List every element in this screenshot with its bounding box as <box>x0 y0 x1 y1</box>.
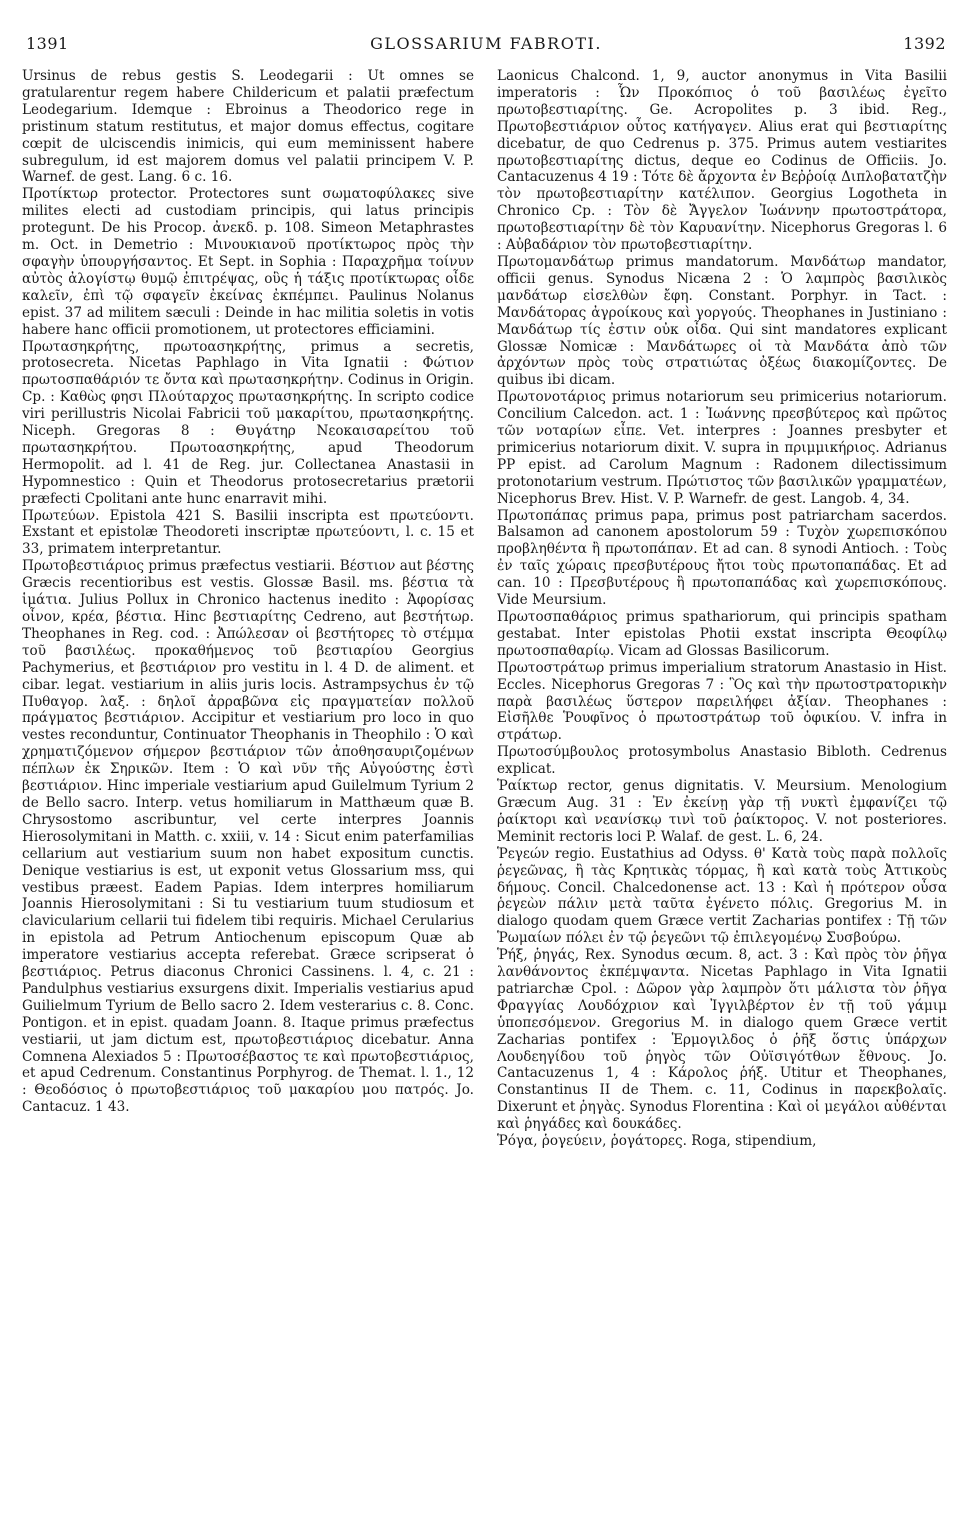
left-column <box>22 68 474 1528</box>
entry-paragraph: Laonicus Chalcond. 1, 9, auctor anonymus in Vita Basilii imperatoris : Ὧν Προκόπιος ὁ τοῦ βασιλέως ἐγεῖτο πρωτοβεστιαρίτης. Ge. Acropolites p. 3 ibid. Reg., Πρωτοβεστιάριον οὗτος κατήγαγεν. Alius erat qui βεστιαρίτης dicebatur, de quo Cedrenus p. 375. Primus autem vestiarites πρωτοβεστιαρίτης dictus, deque eo Codinus de Officiis. Jo. Cantacuzenus 4 19 : Τότε δὲ ἄρχοντα ἐν Βεῤῥοίᾳ Διπλοβατατζὴν τὸν πρωτοβεστιαρίτην κατέλιπον. Georgius Logotheta in Chronico Cp. : Τὸν δὲ Ἄγγελον Ἰωάννην πρωτοστράτορα, πρωτοβεστιαρίτην δὲ τὸν Καρυανίτην. Nicephorus Gregoras l. 6 : Αὐβαδάριον τὸν πρωτοβεστιαρίτην. <box>497 68 947 254</box>
running-title: GLOSSARIUM FABROTI. <box>370 34 602 53</box>
entry-paragraph: Πρωτοπάπας primus papa, primus post patriarcham sacerdos. Balsamon ad canonem apostolorum 59 : Τυχὸν χωρεπισκόπου προβληθέντα ἢ πρωτοπάπαν. Et ad can. 8 synodi Antioch. : Τοὺς ἐν ταῖς χώραις πρεσβυτέρους ἤτοι τοὺς πρωτοπαπάδας. Et ad can. 10 : Πρεσβυτέρους ἢ πρωτοπαπάδας καὶ χωρεπισκόπους. Vide Meursium. <box>497 507 947 609</box>
entry-paragraph: Ῥήξ, ῥηγάς, Rex. Synodus œcum. 8, act. 3 : Καὶ πρὸς τὸν ῥῆγα λανθάνοντος ἐκπέμψαντα. Nicetas Paphlago in Vita Ignatii patriarchæ Cpol. : Δῶρον γὰρ λαμπρὸν ὅτι μάλιστα τὸν ῥῆγα Φραγγίας Λουδόχριον καὶ Ἰγγιλβέρτον ἐν τῇ τοῦ γάμιμ ὑποπεσόμενον. Gregorius M. in dialogo quem Græce vertit Zacharias pontifex : Ἑρμογιλδος ὁ ῥῆξ ὅστις ὑπάρχων Λουδεηγίδου τοῦ ῥηγὸς τῶν Οὐϊσιγότθων ἔθνους. Jo. Cantacuzenus 1, 4 : Κάρολος ῥήξ. Utitur et Theophanes, Constantinus II de Them. c. 11, Codinus in παρεκβολαῖς. Dixerunt et ῥηγὰς. Synodus Florentina : Καὶ οἱ μεγάλοι αὐθένται καὶ ῥηγάδες καὶ δουκάδες. <box>497 947 947 1133</box>
entry-paragraph: Ῥαίκτωρ rector, genus dignitatis. V. Meursium. Menologium Græcum Aug. 31 : Ἐν ἐκείνῃ γὰρ τῇ νυκτὶ ἐμφανίζει τῷ ῥαίκτορι καὶ νεανίσκῳ τινὶ τοῦ ῥαίκτορος. V. not posteriores. Meminit rectoris loci P. Walaf. de gest. L. 6, 24. <box>497 778 947 845</box>
entry-paragraph: Ῥόγα, ῥογεύειν, ῥογάτορες. Roga, stipendium, <box>497 1133 817 1150</box>
page-header <box>26 34 946 56</box>
entry-paragraph: Πρωτομανδάτωρ primus mandatorum. Μανδάτωρ mandator, officii genus. Synodus Nicæna 2 : Ὁ λαμπρὸς βασιλικὸς μανδάτωρ εἰσελθὼν ἔφη. Constant. Porphyr. in Tact. : Μανδάτορας ἀγροίκους καὶ γοργούς. Theophanes in Justiniano : Μανδάτωρ τίς ἐστιν οὐκ οἶδα. Qui sint mandatores explicant Glossæ Nomicæ : Μανδάτωρες οἱ τὰ Μανδάτα ἀπὸ τῶν ἀρχόντων πρὸς τοὺς στρατιώτας ὀξέως διακομίζοντες. De quibus ibi dicam. <box>497 253 947 389</box>
entry-paragraph: Πρωτοσύμβουλος protosymbolus Anastasio Bibloth. Cedrenus explicat. <box>497 744 947 778</box>
entry-paragraph: Πρωτασηκρήτης, πρωτοασηκρήτης, primus a secretis, protosecreta. Nicetas Paphlago in Vita Ignatii : Φώτιον πρωτοσπαθάριόν τε ὄντα καὶ πρωτασηκρήτην. Codinus in Origin. Cp. : Καθὼς φησι Πλούταρχος πρωτασηκρήτης. In scripto codice viri perillustris Nicolai Fabricii τοῦ μακαρίτου, πρωτασηκρήτης. Niceph. Gregoras 8 : Θυγάτηρ Νεοκαισαρείτου τοῦ πρωτασηκρήτου. Πρωτοασηκρήτης, apud Theodorum Hermopolit. ad l. 41 de Reg. jur. Collectanea Anastasii in Hypomnestico : Quin et Theodorus protosecretarius prætorii præfecti Cpolitani ante hunc enarravit mihi. <box>22 338 474 507</box>
entry-paragraph: Πρωτεύων. Epistola 421 S. Basilii inscripta est πρωτεύοντι. Exstant et epistolæ Theodoreti inscriptæ πρωτεύοντι, l. c. 15 et 33, primatem interpretantur. <box>22 507 474 558</box>
entry-paragraph: Πρωτονοτάριος primus notariorum seu primicerius notariorum. Concilium Calcedon. act. 1 : Ἰωάννης πρεσβύτερος καὶ πρῶτος τῶν νοταρίων εἶπε. Vet. interpres : Joannes presbyter et primicerius notariorum dixit. V. supra in πριμμικήριος. Adrianus PP epist. ad Carolum Magnum : Radonem dilectissimum protonotarium vestrum. Πρώτιστος τῶν βασιλικῶν γραμματέων, Nicephorus Brev. Hist. V. P. Warnefr. de gest. Langob. 4, 34. <box>497 389 947 507</box>
entry-paragraph: Ursinus de rebus gestis S. Leodegarii : Ut omnes se gratularentur regem habere Childericum et palatii præfectum Leodegarium. Idemque : Ebroinus a Theodorico rege in pristinum statum restitutus, et major domus effectus, cogitare cœpit de ulciscendis inimicis, qui eum meminissent habere subregulum, id est majorem domus vel palatii principem V. P. Warnef. de gest. Lang. 6 c. 16. <box>22 68 474 186</box>
right-column <box>497 68 947 1528</box>
entry-paragraph: Πρωτοστράτωρ primus imperialium stratorum Anastasio in Hist. Eccles. Nicephorus Gregoras 7 : Ὃς καὶ τὴν πρωτοστρατορικὴν παρὰ βασιλέως ὕστερον παρειλήφει ἀξίαν. Theophanes : Εἰσῆλθε Ῥουφῖνος ὁ πρωτοστράτωρ τοῦ ὀφικίου. V. infra in στράτωρ. <box>497 659 947 744</box>
entry-paragraph: Πρωτοβεστιάριος primus præfectus vestiarii. Βέστιον aut βέστης Græcis recentioribus est vestis. Glossæ Basil. ms. βέστια τὰ ἱμάτια. Julius Pollux in Chronico hactenus inedito : Ἀφορίσας οἶνον, κρέα, βέστια. Hinc βεστιαρίτης Cedreno, aut βεστήτωρ. Theophanes in Reg. cod. : Ἀπώλεσαν οἱ βεστήτορες τὸ στέμμα τοῦ βασιλέως. προκαθήμενος τοῦ βεστιαρίου Georgius Pachymerius, et βεστιάριον pro vestitu in l. 4 D. de aliment. et cibar. legat. vestiarium in aliis juris locis. Astrampsychus ἐν τῷ Πυθαγορ. λαξ. : δηλοῖ ἀρραβῶνα εἰς πραγματείαν πολλοῦ πράγματος βεστιάριον. Accipitur et vestiarium pro loco in quo vestes reconduntur, Continuator Theophanis in Theophilo : Ὁ καὶ χρηματιζόμενον σήμερον βεστιάριον τῶν ἀποθησαυριζομένων πέπλων ἐκ Σηρικῶν. Item : Ὁ καὶ νῦν τῆς Αὐγούστης ἐστὶ βεστιάριον. Hinc imperiale vestiarium apud Guilelmum Tyrium 2 de Bello sacro. Interp. vetus homiliarum in Matthæum quæ B. Chrysostomo ascribuntur, vel certe interpres Joannis Hierosolymitani in Matth. c. xxiii, v. 14 : Sicut enim paterfamilias cellarium aut vestiarium suum non habet expositum cunctis. Denique vestiarius is est, ut exponit vetus Glossarium mss, qui vestibus præest. Eadem Papias. Idem interpres homiliarum Joannis Hierosolymitani : Si tu vestiarium tuum studiosum et clavicularium cellarii tui fidelem tibi requiris. Michael Cerularius in epistola ad Petrum Antiochenum episcopum Quæ ab imperatore vestiarius accepta referebat. Græce scripserat ὁ βεστιάριος. Petrus diaconus Chronici Cassinens. l. 4, c. 21 : Pandulphus vestiarius exsurgens dixit. Imperialis vestiarius apud Guilielmum Tyrium de Bello sacro 2. Idem vesterarius c. 8. Conc. Pontigon. et in epist. quadam Joann. 8. Itaque primus præfectus vestiarii, ut jam dictum est, πρωτοβεστιάριος dicebatur. Anna Comnena Alexiados 5 : Πρωτοσέβαστος τε καὶ πρωτοβεστιάριος, et apud Cedrenum. Constantinus Porphyrog. de Themat. l. 1., 12 : Θεοδόσιος ὁ πρωτοβεστιάριος τοῦ μακαρίου μου πατρός. Jo. Cantacuz. 1 43. <box>22 558 474 1116</box>
page-number-left: 1391 <box>26 34 69 53</box>
entry-paragraph: Προτίκτωρ protector. Protectores sunt σωματοφύλακες sive milites electi ad custodiam principis, qui latus principis protegunt. De his Procop. ἀνεκδ. p. 108. Simeon Metaphrastes m. Oct. in Demetrio : Μινουκιανοῦ προτίκτωρος πρὸς τὴν σφαγὴν ὑπουργήσαντος. Et Sept. in Sophia : Παραχρῆμα τοίνυν αὐτὸς ἀλογίστῳ θυμῷ ἐπιτρέψας, οὓς ἡ τάξις προτίκτωρας οἶδε καλεῖν, ἐπὶ τῷ σφαγεῖν ἐκείνας ἐκπέμπει. Paulinus Nolanus epist. 37 ad militem sæculi : Deinde in hac militia soletis in votis habere hanc officii promotionem, ut protectores efficiamini. <box>22 186 474 338</box>
page-number-right: 1392 <box>903 34 946 53</box>
entry-paragraph: Πρωτοσπαθάριος primus spathariorum, qui principis spatham gestabat. Inter epistolas Photii exstat inscripta Θεοφίλῳ πρωτοσπαθαρίῳ. Vicam ad Glossas Basilicorum. <box>497 609 947 659</box>
entry-paragraph: Ῥεγεών regio. Eustathius ad Odyss. θ' Κατὰ τοὺς παρὰ πολλοῖς ῥεγεῶνας, ἢ τὰς Κρητικὰς τόρμας, ἢ καὶ κατὰ τοὺς Ἀττικοὺς δήμους. Concil. Chalcedonense act. 13 : Καὶ ἡ πρότερον οὖσα ῥεγεὼν πάλιν μετὰ ταῦτα ἐγένετο πόλις. Gregorius M. in dialogo quodam quem Græce vertit Zacharias pontifex : Τῇ τῶν Ῥωμαίων πόλει ἐν τῷ ῥεγεῶνι τῷ ἐπιλεγομένῳ Συσβούρω. <box>497 845 947 947</box>
